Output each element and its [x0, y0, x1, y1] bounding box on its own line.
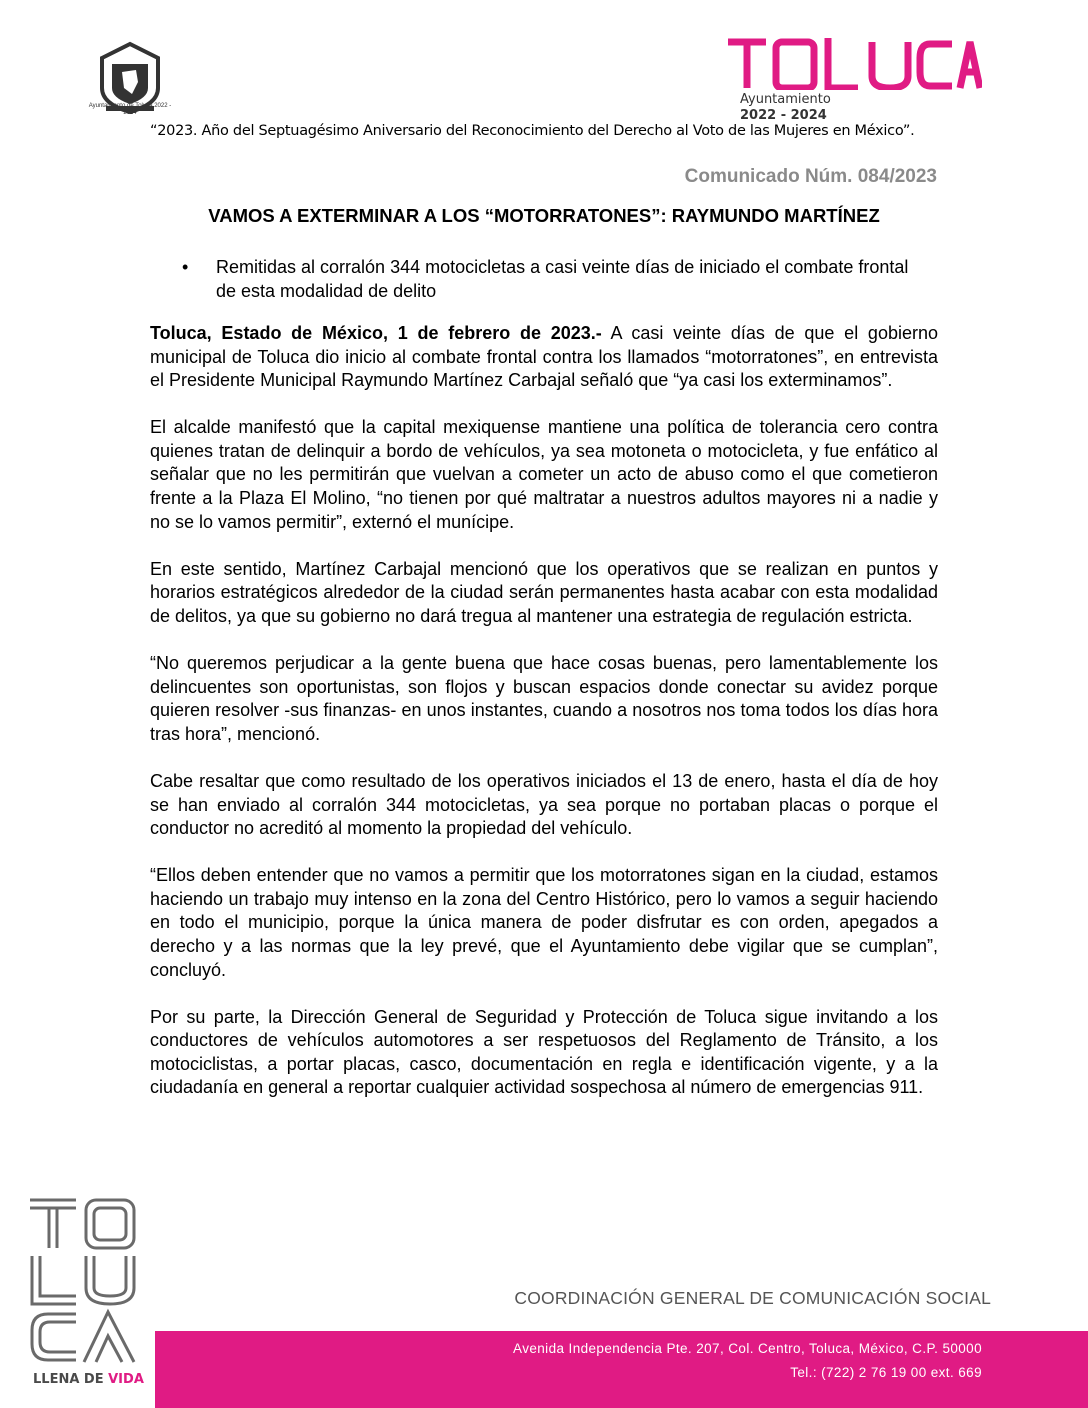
bullet-icon: •	[182, 257, 189, 277]
slogan-part-b: VIDA	[108, 1372, 144, 1387]
press-release-number: Comunicado Núm. 084/2023	[684, 166, 937, 187]
summary-bullet	[182, 256, 922, 303]
paragraph-7: Por su parte, la Dirección General de Seguridad y Protección de Toluca sigue invitando a los conductores de vehículos automotores a ser respetuosos del Reglamento de Tránsito, a los motociclistas, a portar placas, casco, documentación en regla e identificación vigente, y a la ciudadanía en general a reportar cualquier actividad sospechosa al número de emergencias 911.	[150, 1006, 938, 1098]
article-body	[150, 322, 938, 1124]
paragraph-3: En este sentido, Martínez Carbajal mencionó que los operativos que se realizan en puntos y horarios estratégicos alrededor de la ciudad serán permanentes hasta acabar con esta modalidad de delitos, ya que su gobierno no dará tregua al mantener una estrategia de regulación estricta.	[150, 558, 938, 626]
summary-bullet-text: Remitidas al corralón 344 motocicletas a casi veinte días de iniciado el combate frontal de esta modalidad de delito	[216, 257, 909, 301]
logo-years: 2022 - 2024	[740, 108, 827, 123]
paragraph-5: Cabe resaltar que como resultado de los operativos iniciados el 13 de enero, hasta el día de hoy se han enviado al corralón 344 motocicletas, ya sea porque no portaban placas o porque el conductor no acreditó al momento la propiedad del vehículo.	[150, 770, 938, 839]
paragraph-2: El alcalde manifestó que la capital mexiquense mantiene una política de tolerancia cero contra quienes tratan de delinquir a bordo de vehículos, ya sea motoneta o motocicleta, y fue enfático al señalar que no les permitirán que vuelvan a cometer un acto de abuso como el que cometieron frente a la Plaza El Molino, “no tienen por qué maltratar a nuestros adultos mayores ni a nadie y no se lo vamos permitir”, externó el munícipe.	[150, 417, 938, 532]
slogan	[33, 1372, 144, 1387]
logo-ayuntamiento-label: Ayuntamiento	[740, 92, 831, 107]
slogan-part-a: LLENA DE	[33, 1372, 104, 1387]
paragraph-4: “No queremos perjudicar a la gente buena que hace cosas buenas, pero lamentablemente los delincuentes son oportunistas, son flojos y buscan espacios donde conectar su avidez porque quieren resolver -sus finanzas- en unos instantes, cuando a nosotros nos toma todos los días hora tras hora”, mencionó.	[150, 653, 938, 744]
coordination-label: COORDINACIÓN GENERAL DE COMUNICACIÓN SOCIAL	[514, 1288, 991, 1308]
headline: VAMOS A EXTERMINAR A LOS “MOTORRATONES”: RAYMUNDO MARTÍNEZ	[208, 205, 880, 226]
paragraph-1-text: A casi veinte días de que el gobierno municipal de Toluca dio inicio al combate frontal contra los llamados “motorratones”, en entrevista el Presidente Municipal Raymundo Martínez Carbajal señaló que “ya casi los exterminamos”.	[150, 323, 938, 391]
toluca-logo	[726, 36, 982, 90]
footer-phone: Tel.: (722) 2 76 19 00 ext. 669	[790, 1365, 982, 1380]
year-motto: “2023. Año del Septuagésimo Aniversario del Reconocimiento del Derecho al Voto de las Mujeres en México”.	[150, 123, 915, 139]
toluca-stacked-logo	[26, 1196, 138, 1366]
footer-address: Avenida Independencia Pte. 207, Col. Centro, Toluca, México, C.P. 50000	[513, 1341, 982, 1356]
seal-caption: Ayuntamiento de Toluca 2022 - 2024	[88, 103, 172, 116]
paragraph-1	[150, 322, 938, 393]
dateline: Toluca, Estado de México, 1 de febrero de 2023.-	[150, 323, 602, 343]
paragraph-6: “Ellos deben entender que no vamos a permitir que los motorratones sigan en la ciudad, estamos haciendo un trabajo muy intenso en la zona del Centro Histórico, pero lo vamos a seguir haciendo en todo el municipio, porque la única manera de poder disfrutar es con orden, apegados a derecho y a las normas que la ley prevé, que el Ayuntamiento debe vigilar que se cumplan”, concluyó.	[150, 865, 938, 980]
